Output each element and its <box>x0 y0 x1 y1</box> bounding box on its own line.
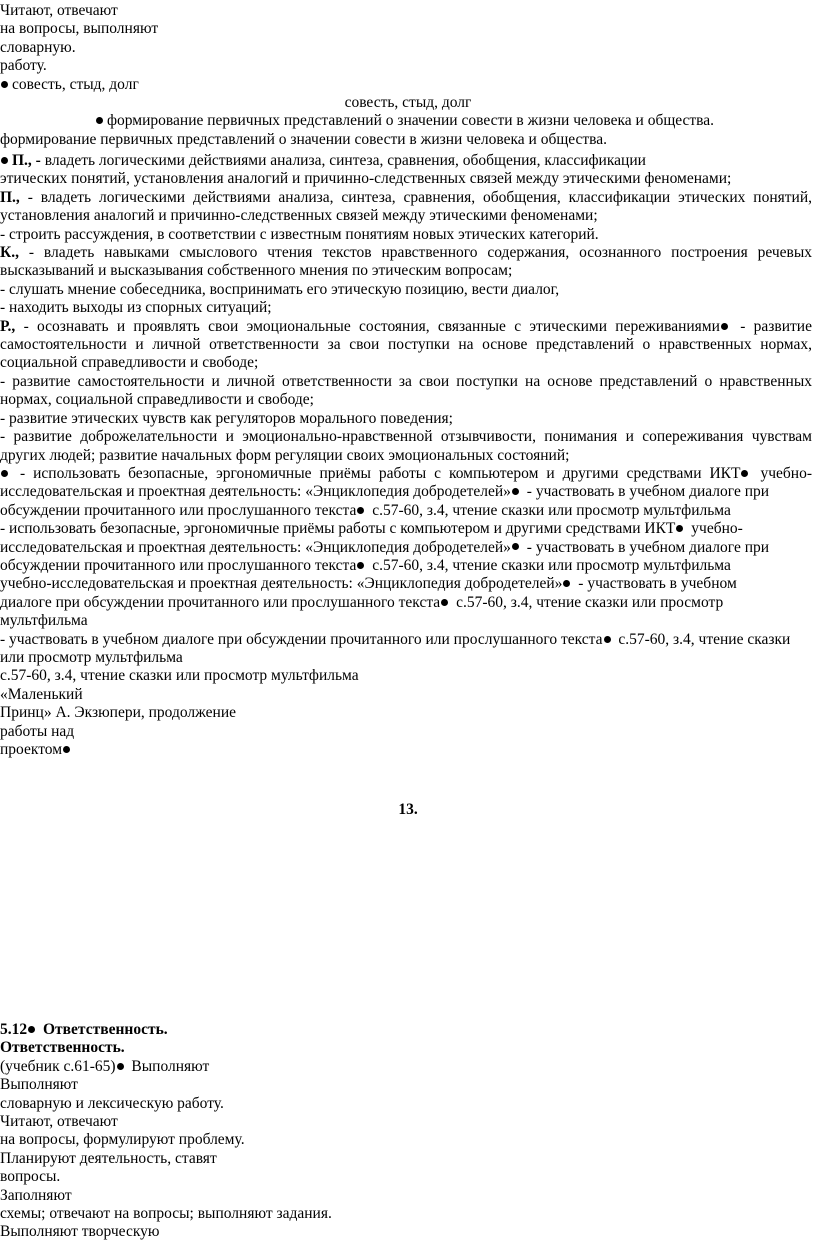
ikt2-line: - использовать безопасные, эргономичные приёмы работы с компьютером и другими средствами ИКТ учебно- <box>0 520 743 538</box>
text-line: словарную и лексическую работу. <box>0 1094 224 1112</box>
p-short-line: П., - владеть логическими действиями анализа, синтеза, сравнения, обобщения, классификации <box>0 152 816 170</box>
text-line: «Маленький <box>0 685 83 703</box>
bullet-icon <box>676 525 683 532</box>
bullet-icon <box>1 81 8 88</box>
lesson-block <box>0 1021 816 1242</box>
proj-line: учебно-исследовательская и проектная деятельность: «Энциклопедия добродетелей» - участвовать в учебном <box>0 575 737 593</box>
text-line: Планируют деятельность, ставят <box>0 1149 217 1167</box>
text-line: Принц» А. Экзюпери, продолжение <box>0 704 236 722</box>
goal-item: формирование первичных представлений о значении совести в жизни человека и общества. <box>0 112 816 130</box>
text-line: Заполняют <box>0 1186 72 1204</box>
bullet-icon <box>357 507 364 514</box>
text-line: на вопросы, формулируют проблему. <box>0 1131 245 1149</box>
bullet-icon <box>441 599 448 606</box>
bullet-icon <box>1 470 8 477</box>
text-line: схемы; отвечают на вопросы; выполняют задания. <box>0 1205 332 1223</box>
text-line: установления аналогий и причинно-следственных связей между этическими феноменами; <box>0 207 598 225</box>
r-line: Р., - осознавать и проявлять свои эмоциональные состояния, связанные с этическими переживаниями - развитие <box>0 317 812 335</box>
bullet-icon <box>741 470 748 477</box>
bullet-icon <box>721 323 728 330</box>
text-line: нормах, социальной справедливости и свободе; <box>0 391 314 409</box>
textbook-ref: (учебник с.61-65) Выполняют <box>0 1057 210 1075</box>
bullet-icon <box>1 157 8 164</box>
bullet-icon <box>28 1026 35 1033</box>
uud-block <box>0 152 816 759</box>
text-line: - развитие самостоятельности и личной ответственности за свои поступки на основе представлений о нравственных <box>0 372 812 390</box>
bullet-icon <box>117 1063 124 1070</box>
ikt-line: обсуждении прочитанного или прослушанного текста с.57-60, з.4, чтение сказки или просмотр мультфильма <box>0 501 731 519</box>
bullet-icon <box>604 636 611 643</box>
bullet-icon <box>357 562 364 569</box>
goal-plain: формирование первичных представлений о значении совести в жизни человека и общества. <box>0 130 608 148</box>
lesson-title: 5.12 Ответственность. <box>0 1021 168 1038</box>
text-line: Выполняют <box>0 1076 78 1094</box>
p-line: П., - владеть логическими действиями анализа, синтеза, сравнения, обобщения, классификации этических понятий, <box>0 188 812 206</box>
text-line: или просмотр мультфильма <box>0 648 183 666</box>
bullet-icon <box>512 488 519 495</box>
proj-line: диалоге при обсуждении прочитанного или прослушанного текста с.57-60, з.4, чтение сказки или просмотр <box>0 593 724 611</box>
text-line: самостоятельности и личной ответственности за свои поступки на основе представлений о нравственных нормах, <box>0 336 812 354</box>
dialog-line: - участвовать в учебном диалоге при обсуждении прочитанного или прослушанного текста с.57-60, з.4, чтение сказки <box>0 630 791 648</box>
ikt2-line: исследовательская и проектная деятельность: «Энциклопедия добродетелей» - участвовать в учебном диалоге при <box>0 538 770 556</box>
ikt-line: - использовать безопасные, эргономичные приёмы работы с компьютером и другими средствами ИКТ учебно- <box>0 465 812 483</box>
text-line: - находить выходы из спорных ситуаций; <box>0 299 272 317</box>
text-line: - развитие этических чувств как регуляторов морального поведения; <box>0 409 453 427</box>
bullet-icon <box>512 543 519 550</box>
text-line: других людей; развитие начальных форм регуляции своих эмоциональных состояний; <box>0 446 570 464</box>
bullet-icon <box>63 746 70 753</box>
ikt-line: исследовательская и проектная деятельность: «Энциклопедия добродетелей» - участвовать в учебном диалоге при <box>0 483 770 501</box>
lesson-subtitle: Ответственность. <box>0 1039 125 1057</box>
text-line: социальной справедливости и свободе; <box>0 354 259 372</box>
text-line: - строить рассуждения, в соответствии с известным понятиям новых этических категорий. <box>0 225 599 243</box>
text-line: - развитие доброжелательности и эмоционально-нравственной отзывчивости, понимания и сопереживания чувствам <box>0 428 812 446</box>
text-line: этических понятий, установления аналогий и причинно-следственных связей между этическими феноменами; <box>0 170 732 188</box>
text-line: на вопросы, выполняют <box>0 20 159 38</box>
page-number: 13. <box>398 801 418 818</box>
text-line: - слушать мнение собеседника, воспринимать его этическую позицию, вести диалог, <box>0 280 560 298</box>
text-line: работу. <box>0 57 47 75</box>
text-line: словарную. <box>0 38 76 56</box>
k-line: К., - владеть навыками смыслового чтения текстов нравственного содержания, осознанного построения речевых <box>0 244 812 262</box>
text-line: Читают, отвечают <box>0 2 118 19</box>
bullet-icon <box>563 580 570 587</box>
keywords-centered: совесть, стыд, долг <box>344 94 472 112</box>
text-line: мультфильма <box>0 612 88 630</box>
text-line: высказываний и высказывания собственного мнения по этическим вопросам; <box>0 262 513 280</box>
keywords-item: совесть, стыд, долг <box>0 76 816 94</box>
bullet-icon <box>96 117 103 124</box>
text-line: работы над <box>0 722 75 740</box>
ikt2-line: обсуждении прочитанного или прослушанного текста с.57-60, з.4, чтение сказки или просмотр мультфильма <box>0 556 731 574</box>
activity-block-top <box>0 2 816 149</box>
text-line: Читают, отвечают <box>0 1113 118 1131</box>
text-line: проектом <box>0 741 816 759</box>
text-line: Выполняют творческую <box>0 1223 160 1241</box>
text-line: с.57-60, з.4, чтение сказки или просмотр мультфильма <box>0 667 359 685</box>
text-line: вопросы. <box>0 1168 61 1186</box>
